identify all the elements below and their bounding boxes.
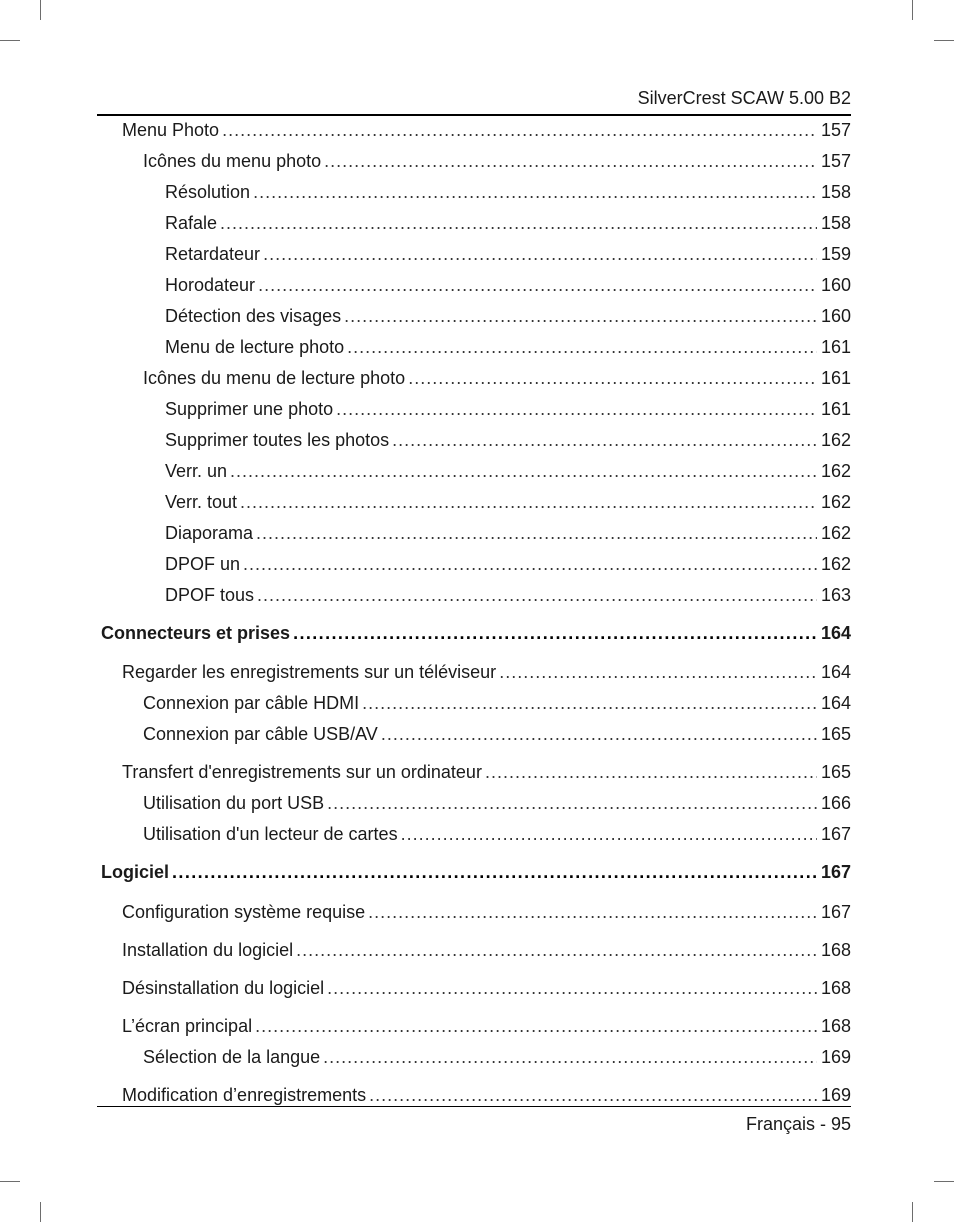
dot-leader [258, 273, 817, 297]
toc-entry [122, 900, 851, 924]
toc-entry-label: Rafale [165, 213, 218, 233]
dot-leader [344, 304, 817, 328]
toc-entry-label: DPOF un [165, 554, 241, 574]
toc-entry-label: Icônes du menu de lecture photo [143, 368, 406, 388]
toc-entry [165, 490, 851, 514]
dot-leader [336, 397, 817, 421]
dot-leader [381, 722, 817, 746]
toc-section-heading [101, 621, 851, 645]
toc-page-number: 160 [820, 306, 851, 326]
dot-leader [253, 180, 817, 204]
toc-entry [165, 335, 851, 359]
page-footer: Français - 95 [745, 1114, 851, 1134]
dot-leader [240, 490, 817, 514]
dot-leader [327, 791, 817, 815]
dot-leader [172, 860, 817, 884]
toc-entry-label: Retardateur [165, 244, 261, 264]
toc-entry-label: Connexion par câble USB/AV [143, 724, 378, 744]
toc-entry-label: Sélection de la langue [143, 1047, 321, 1067]
toc-entry-label: Connecteurs et prises [101, 623, 291, 643]
toc-page-number: 158 [820, 182, 851, 202]
toc-entry [143, 722, 851, 746]
dot-leader [255, 1014, 817, 1038]
toc-page-number: 167 [820, 824, 851, 844]
toc-page-number: 162 [820, 461, 851, 481]
toc-entry [143, 1045, 851, 1069]
dot-leader [324, 149, 817, 173]
toc-page-number: 162 [820, 523, 851, 543]
toc-entry [165, 583, 851, 607]
toc-page-number: 160 [820, 275, 851, 295]
toc-entry-label: Supprimer une photo [165, 399, 334, 419]
dot-leader [230, 459, 817, 483]
dot-leader [222, 118, 817, 142]
toc-entry-label: Installation du logiciel [122, 940, 294, 960]
toc-entry-label: Verr. tout [165, 492, 238, 512]
toc-page-number: 166 [820, 793, 851, 813]
dot-leader [368, 900, 817, 924]
toc-entry [165, 459, 851, 483]
toc-entry [165, 397, 851, 421]
toc-page-number: 162 [820, 492, 851, 512]
toc-entry-label: Transfert d'enregistrements sur un ordinateur [122, 762, 482, 782]
toc-entry-label: Menu de lecture photo [165, 337, 345, 357]
toc-entry-label: L’écran principal [122, 1016, 253, 1036]
dot-leader [369, 1083, 817, 1107]
toc-entry [143, 791, 851, 815]
toc-page-number: 165 [820, 762, 851, 782]
dot-leader [327, 976, 817, 1000]
toc-page-number: 157 [820, 151, 851, 171]
toc-page-number: 158 [820, 213, 851, 233]
toc-entry-label: Configuration système requise [122, 902, 366, 922]
dot-leader [485, 760, 817, 784]
toc-page-number: 164 [820, 693, 851, 713]
toc-entry [122, 938, 851, 962]
toc-entry [165, 242, 851, 266]
toc-entry-label: Diaporama [165, 523, 254, 543]
toc-page-number: 162 [820, 430, 851, 450]
toc-entry [165, 428, 851, 452]
dot-leader [243, 552, 817, 576]
toc-entry [165, 180, 851, 204]
toc-page-number: 163 [820, 585, 851, 605]
toc-page-number: 164 [820, 623, 851, 643]
dot-leader [499, 660, 817, 684]
toc-entry-label: Icônes du menu photo [143, 151, 322, 171]
toc-entry [165, 304, 851, 328]
toc-entry-label: Logiciel [101, 862, 170, 882]
toc-page-number: 159 [820, 244, 851, 264]
toc-entry [143, 149, 851, 173]
toc-page-number: 157 [820, 120, 851, 140]
toc-entry [122, 1083, 851, 1107]
toc-entry [165, 211, 851, 235]
toc-page-number: 168 [820, 940, 851, 960]
toc-page-number: 169 [820, 1085, 851, 1105]
toc-entry-label: Détection des visages [165, 306, 342, 326]
toc-page-number: 164 [820, 662, 851, 682]
toc-page-number: 167 [820, 862, 851, 882]
toc-entry [122, 1014, 851, 1038]
toc-entry [143, 822, 851, 846]
toc-entry [122, 660, 851, 684]
toc-page-number: 161 [820, 337, 851, 357]
toc-entry-label: Menu Photo [122, 120, 220, 140]
dot-leader [408, 366, 817, 390]
dot-leader [296, 938, 817, 962]
toc-entry [122, 118, 851, 142]
toc-page-number: 161 [820, 368, 851, 388]
dot-leader [263, 242, 817, 266]
dot-leader [256, 521, 817, 545]
toc-page-number: 165 [820, 724, 851, 744]
toc-entry-label: DPOF tous [165, 585, 255, 605]
toc-page-number: 169 [820, 1047, 851, 1067]
toc-entry-label: Utilisation d'un lecteur de cartes [143, 824, 398, 844]
dot-leader [293, 621, 817, 645]
toc-entry [143, 366, 851, 390]
toc-entry [165, 521, 851, 545]
toc-section-heading [101, 860, 851, 884]
toc-page-number: 162 [820, 554, 851, 574]
toc-entry [143, 691, 851, 715]
toc-entry-label: Désinstallation du logiciel [122, 978, 325, 998]
toc-entry-label: Modification d’enregistrements [122, 1085, 367, 1105]
toc-entry [165, 273, 851, 297]
toc-page-number: 168 [820, 978, 851, 998]
dot-leader [220, 211, 817, 235]
toc-entry [122, 760, 851, 784]
toc-entry-label: Supprimer toutes les photos [165, 430, 390, 450]
dot-leader [257, 583, 817, 607]
dot-leader [392, 428, 817, 452]
toc-entry-label: Utilisation du port USB [143, 793, 325, 813]
dot-leader [401, 822, 817, 846]
dot-leader [323, 1045, 817, 1069]
dot-leader [362, 691, 817, 715]
toc-entry-label: Résolution [165, 182, 251, 202]
footer-rule [97, 1106, 851, 1107]
toc-entry-label: Connexion par câble HDMI [143, 693, 360, 713]
toc-page-number: 161 [820, 399, 851, 419]
toc-entry-label: Horodateur [165, 275, 256, 295]
toc-entry [122, 976, 851, 1000]
toc-page-number: 167 [820, 902, 851, 922]
toc-entry-label: Regarder les enregistrements sur un téléviseur [122, 662, 497, 682]
toc-page-number: 168 [820, 1016, 851, 1036]
toc-entry-label: Verr. un [165, 461, 228, 481]
dot-leader [347, 335, 817, 359]
toc-entry [165, 552, 851, 576]
page-header: SilverCrest SCAW 5.00 B2 [637, 88, 851, 108]
